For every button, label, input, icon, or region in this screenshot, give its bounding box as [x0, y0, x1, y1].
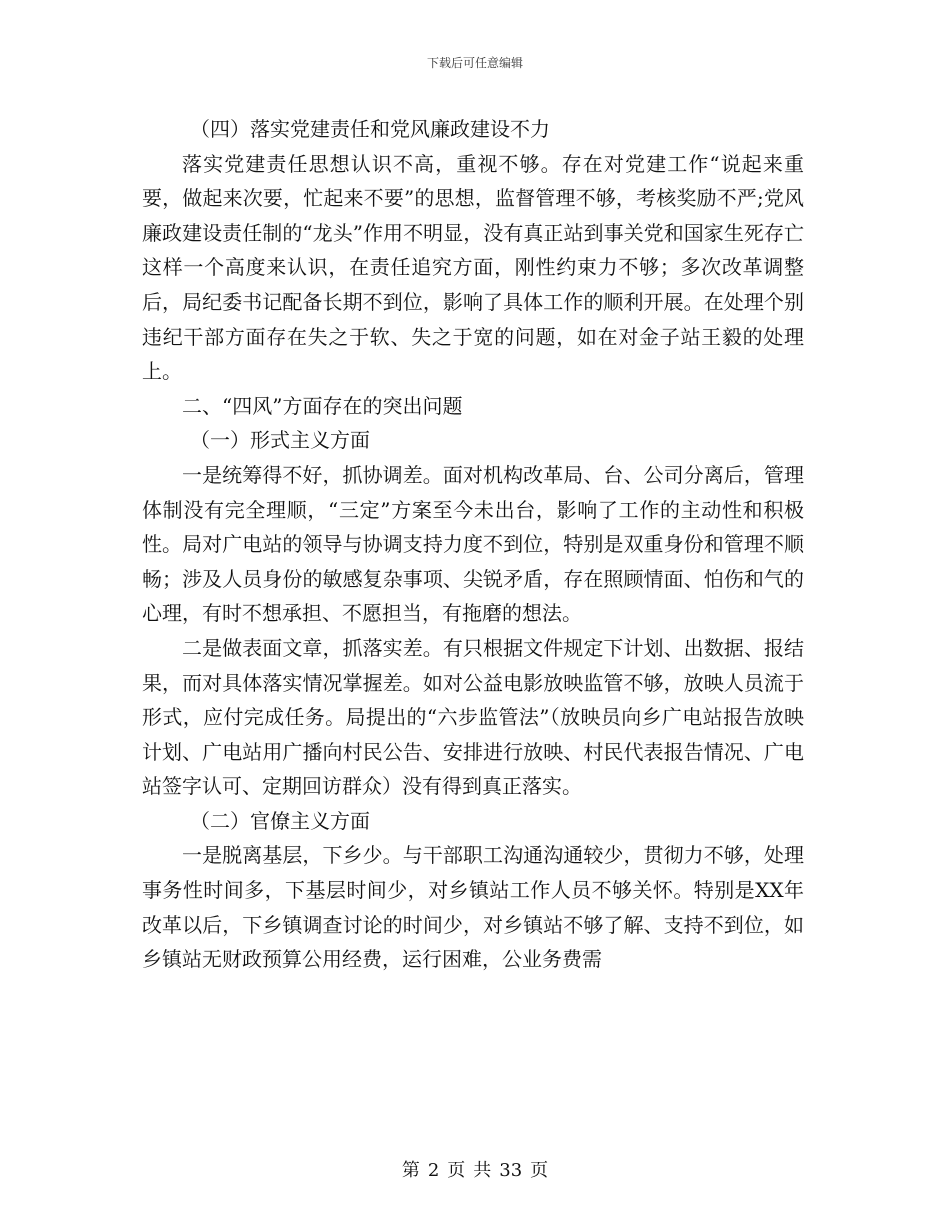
section-heading-4: （四）落实党建责任和党风廉政建设不力: [190, 117, 550, 141]
paragraph-coordination: 一是统筹得不好，抓协调差。面对机构改革局、台、公司分离后，管理体制没有完全理顺，“三定”方案至今未出台，影响了工作的主动性和积极性。局对广电站的领导与协调支持力度不到位，特别是双重身份和管理不顺畅；涉及人员身份的敏感复杂事项、尖锐矛盾，存在照顾情面、怕伤和气的心理，有时不想承担、不愿担当，有拖磨的想法。: [142, 462, 804, 626]
paragraph-party-building: 落实党建责任思想认识不高，重视不够。存在对党建工作“说起来重要，做起来次要，忙起来不要”的思想，监督管理不够，考核奖励不严;党风廉政建设责任制的“龙头”作用不明显，没有真正站到事关党和国家生死存亡这样一个高度来认识，在责任追究方面，刚性约束力不够；多次改革调整后，局纪委书记配备长期不到位，影响了具体工作的顺利开展。在处理个别违纪干部方面存在失之于软、失之于宽的问题，如在对金子站王毅的处理上。: [142, 151, 804, 384]
page-header: 下载后可任意编辑: [426, 56, 523, 70]
paragraph-grassroots: 一是脱离基层，下乡少。与干部职工沟通沟通较少，贯彻力不够，处理事务性时间多，下基层时间少，对乡镇站工作人员不够关怀。特别是XX年改革以后，下乡镇调查讨论的时间少，对乡镇站不够了解、支持不到位，如乡镇站无财政预算公用经费，运行困难，公业务费需: [142, 843, 804, 972]
subsection-heading-formalism: （一）形式主义方面: [190, 428, 370, 453]
footer-page-number: 2: [427, 1160, 440, 1181]
subsection-heading-bureaucracy: （二）官僚主义方面: [190, 808, 370, 833]
document-body: [142, 112, 804, 977]
footer-page-word: 页: [447, 1160, 466, 1181]
footer-prefix: 第: [401, 1160, 420, 1181]
footer-suffix: 页: [530, 1160, 549, 1181]
section-heading-four-winds: 二、“四风”方面存在的突出问题: [182, 393, 463, 418]
footer-total-pages: 33: [499, 1160, 523, 1181]
footer-total-word: 共: [473, 1160, 492, 1181]
paragraph-surface-work: 二是做表面文章，抓落实差。有只根据文件规定下计划、出数据、报结果，而对具体落实情况掌握差。如对公益电影放映监管不够，放映人员流于形式，应付完成任务。局提出的“六步监管法”（放映员向乡广电站报告放映计划、广电站用广播向村民公告、安排进行放映、村民代表报告情况、广电站签字认可、定期回访群众）没有得到真正落实。: [142, 635, 804, 799]
page-footer: [0, 1156, 950, 1182]
